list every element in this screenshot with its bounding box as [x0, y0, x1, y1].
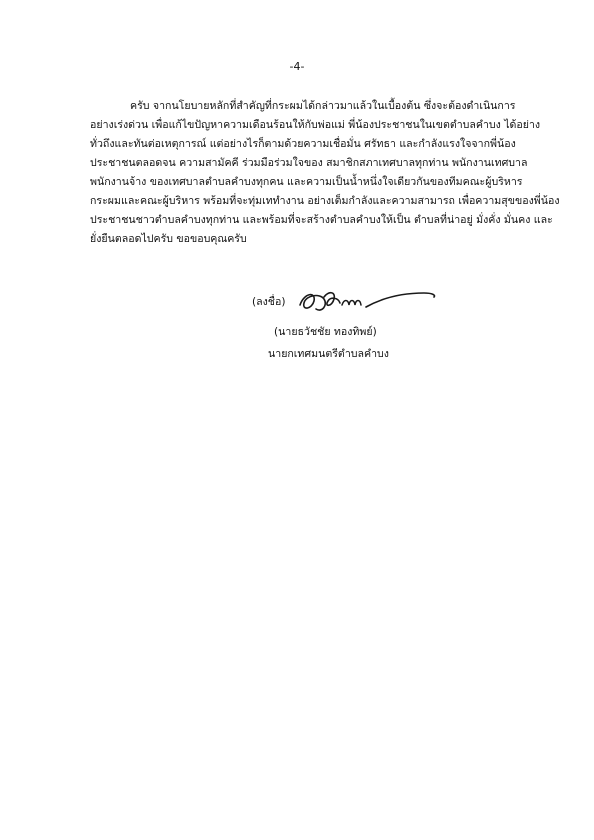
paragraph-line: ประชาชนชาวตำบลคำบงทุกท่าน และพร้อมที่จะสร้างตำบลคำบงให้เป็น ตำบลที่น่าอยู่ มั่งคั่ง มั่นคง และ — [90, 214, 553, 226]
page-number: -4- — [289, 60, 305, 73]
paragraph-line: ยั่งยืนตลอดไปครับ ขอขอบคุณครับ — [90, 233, 247, 245]
speech-paragraph — [90, 97, 560, 249]
signature-label: (ลงชื่อ) — [252, 296, 286, 308]
paragraph-line: ประชาชนตลอดจน ความสามัคคี ร่วมมือร่วมใจของ สมาชิกสภาเทศบาลทุกท่าน พนักงานเทศบาล — [90, 157, 528, 169]
signature-block — [252, 283, 512, 360]
handwritten-signature — [294, 283, 444, 319]
paragraph-line: กระผมและคณะผู้บริหาร พร้อมที่จะทุ่มเททำงาน อย่างเต็มกำลังและความสามารถ เพื่อความสุขของพี่น้อง — [90, 195, 560, 207]
signer-title: นายกเทศมนตรีตำบลคำบง — [268, 348, 389, 360]
signature-row — [252, 283, 512, 323]
signer-name: (นายธวัชชัย ทองทิพย์) — [274, 326, 377, 338]
paragraph-line: อย่างเร่งด่วน เพื่อแก้ไขปัญหาความเดือนร้อนให้กับพ่อแม่ พี่น้องประชาชนในเขตตำบลคำบง ได้อย่าง — [90, 119, 541, 131]
paragraph-line: ทั่วถึงและทันต่อเหตุการณ์ แต่อย่างไรก็ตามด้วยความเชื่อมั่น ศรัทธา และกำลังแรงใจจากพี่น้อง — [90, 138, 516, 150]
paragraph-line: พนักงานจ้าง ของเทศบาลตำบลคำบงทุกคน และความเป็นน้ำหนึ่งใจเดียวกันของทีมคณะผู้บริหาร — [90, 176, 523, 188]
paragraph-line: ครับ จากนโยบายหลักที่สำคัญที่กระผมได้กล่าวมาแล้วในเบื้องต้น ซึ่งจะต้องดำเนินการ — [130, 100, 516, 112]
